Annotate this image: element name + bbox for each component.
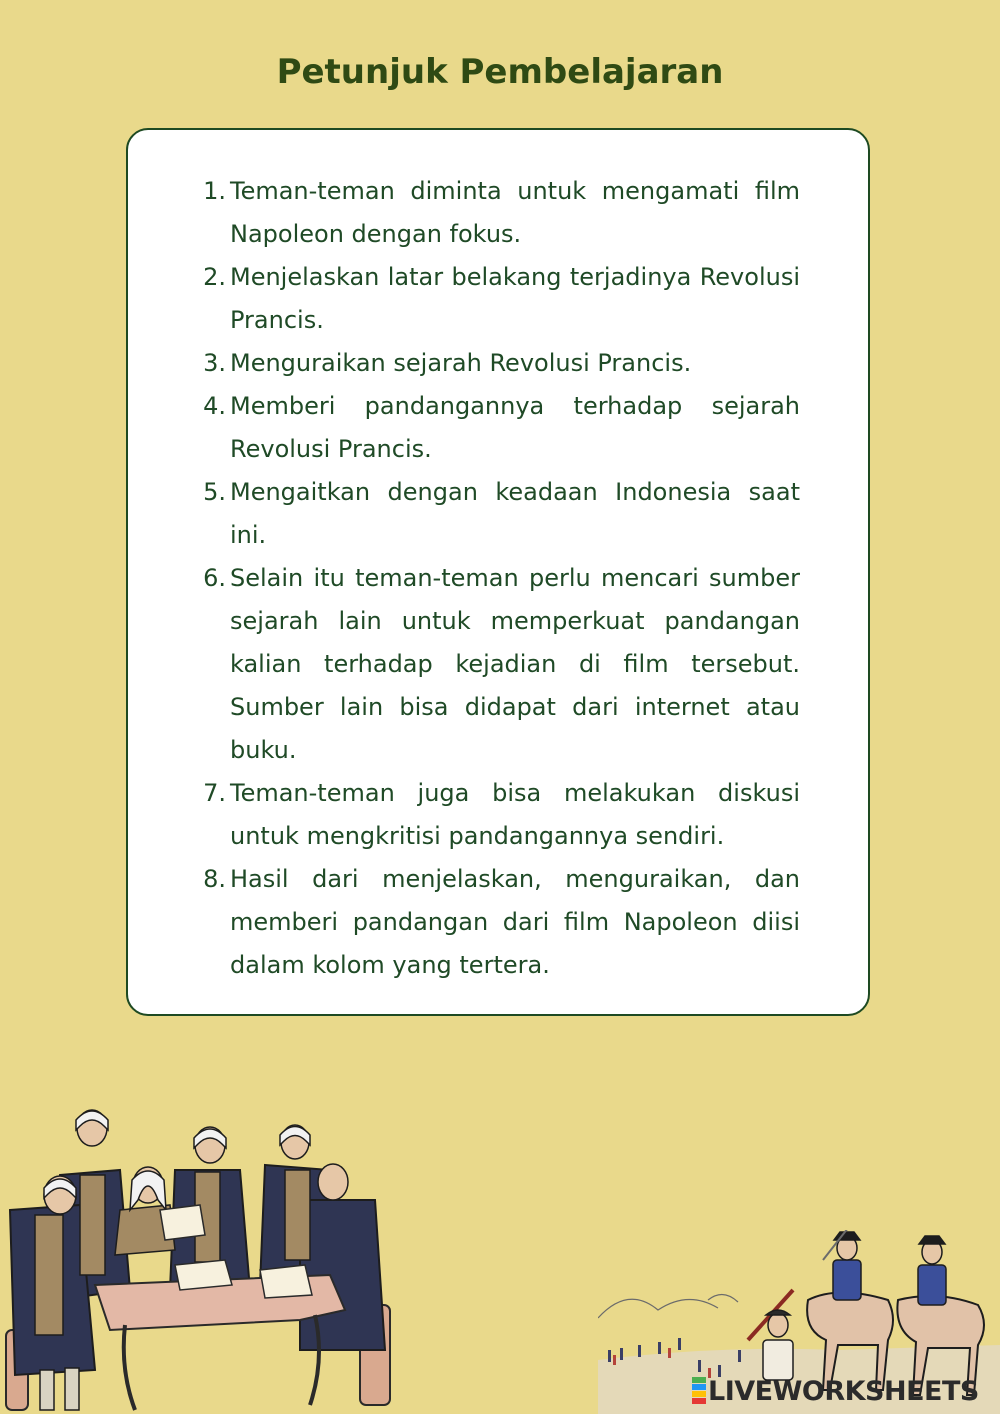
list-item <box>200 858 800 987</box>
instructions-card <box>126 128 870 1016</box>
list-item-text: Selain itu teman-teman perlu mencari sumber sejarah lain untuk memperkuat pandangan kalian terhadap kejadian di film tersebut. Sumber lain bisa didapat dari internet atau buku. <box>230 564 800 764</box>
list-item-text: Teman-teman juga bisa melakukan diskusi untuk mengkritisi pandangannya sendiri. <box>230 779 800 850</box>
list-item <box>200 170 800 256</box>
list-item <box>200 557 800 772</box>
list-item-text: Hasil dari menjelaskan, menguraikan, dan memberi pandangan dari film Napoleon diisi dalam kolom yang tertera. <box>230 865 800 979</box>
list-item <box>200 471 800 557</box>
list-item <box>200 256 800 342</box>
list-item-number: 4. <box>203 392 226 420</box>
list-item <box>200 772 800 858</box>
list-item-number: 1. <box>203 177 226 205</box>
list-item-text: Teman-teman diminta untuk mengamati film Napoleon dengan fokus. <box>230 177 800 248</box>
liveworksheets-watermark <box>692 1376 979 1407</box>
page-title: Petunjuk Pembelajaran <box>276 52 724 92</box>
list-item-number: 3. <box>203 349 226 377</box>
list-item-text: Mengaitkan dengan keadaan Indonesia saat ini. <box>230 478 800 549</box>
list-item <box>200 342 800 385</box>
list-item-text: Menguraikan sejarah Revolusi Prancis. <box>230 349 692 377</box>
list-item-text: Menjelaskan latar belakang terjadinya Revolusi Prancis. <box>230 263 800 334</box>
list-item-number: 5. <box>203 478 226 506</box>
list-item <box>200 385 800 471</box>
instruction-list <box>200 170 800 987</box>
list-item-number: 2. <box>203 263 226 291</box>
list-item-text: Memberi pandangannya terhadap sejarah Revolusi Prancis. <box>230 392 800 463</box>
liveworksheets-logo-icon <box>692 1377 706 1405</box>
founding-fathers-signing-illustration <box>0 1100 410 1414</box>
list-item-number: 8. <box>203 865 226 893</box>
list-item-number: 6. <box>203 564 226 592</box>
list-item-number: 7. <box>203 779 226 807</box>
watermark-text: LIVEWORKSHEETS <box>708 1376 979 1407</box>
